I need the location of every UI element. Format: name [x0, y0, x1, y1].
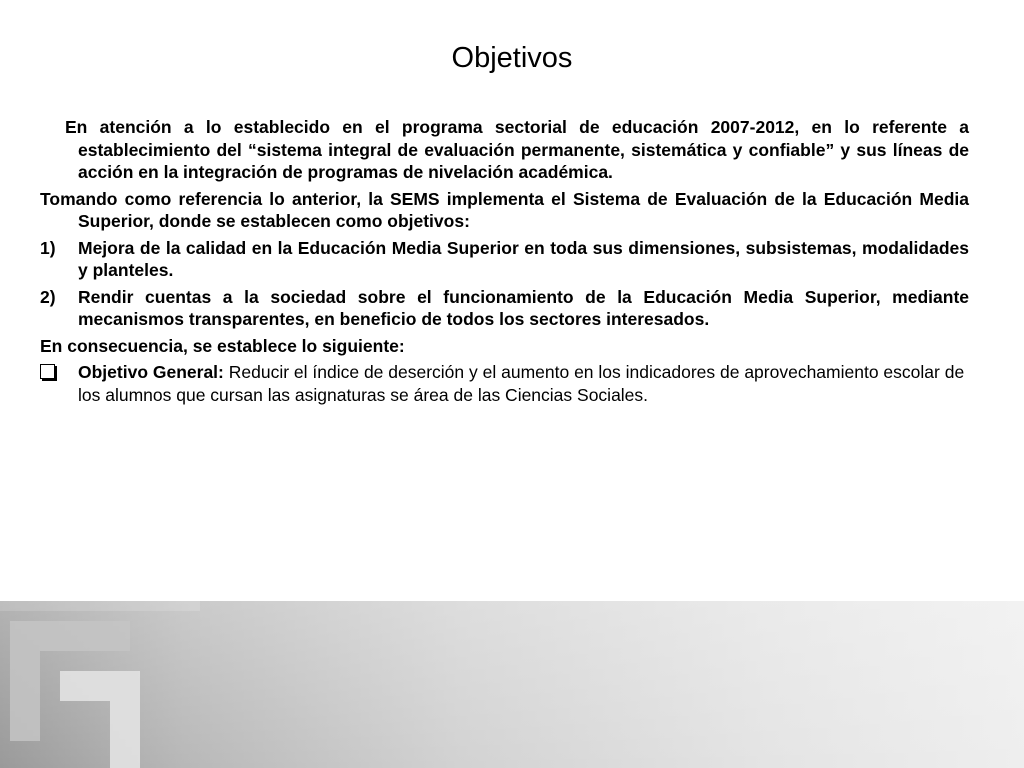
- consequence-paragraph: En consecuencia, se establece lo siguiente:: [40, 335, 405, 356]
- general-objective-label: Objetivo General:: [78, 362, 224, 382]
- objective-text: Rendir cuentas a la sociedad sobre el funcionamiento de la Educación Media Superior, mediante mecanismos transparentes, en beneficio de todos los sectores interesados.: [78, 286, 969, 329]
- slide-title: Objetivos: [451, 42, 573, 74]
- reference-paragraph: Tomando como referencia lo anterior, la SEMS implementa el Sistema de Evaluación de la Educación Media Superior, donde se establecen como objetivos:: [40, 188, 969, 231]
- objective-text: Mejora de la calidad en la Educación Media Superior en toda sus dimensiones, subsistemas, modalidades y planteles.: [78, 237, 969, 280]
- logo-watermark-icon: [0, 601, 200, 768]
- intro-paragraph: En atención a lo establecido en el programa sectorial de educación 2007-2012, en lo referente a establecimiento del “sistema integral de evaluación permanente, sistemática y confiable” y sus líneas de acción en la integración de programas de nivelación académica.: [65, 117, 969, 182]
- checkbox-icon: [40, 364, 55, 379]
- objective-item: [40, 237, 969, 282]
- general-objective-item: [40, 361, 969, 406]
- general-objective-text: Reducir el índice de deserción y el aumento en los indicadores de aprovechamiento escolar de los alumnos que cursan las asignaturas se área de las Ciencias Sociales.: [78, 362, 965, 405]
- objective-number: 2): [40, 286, 56, 307]
- slide-body: [40, 116, 969, 410]
- footer-band: [0, 601, 1024, 768]
- objective-item: [40, 286, 969, 331]
- objective-number: 1): [40, 237, 56, 258]
